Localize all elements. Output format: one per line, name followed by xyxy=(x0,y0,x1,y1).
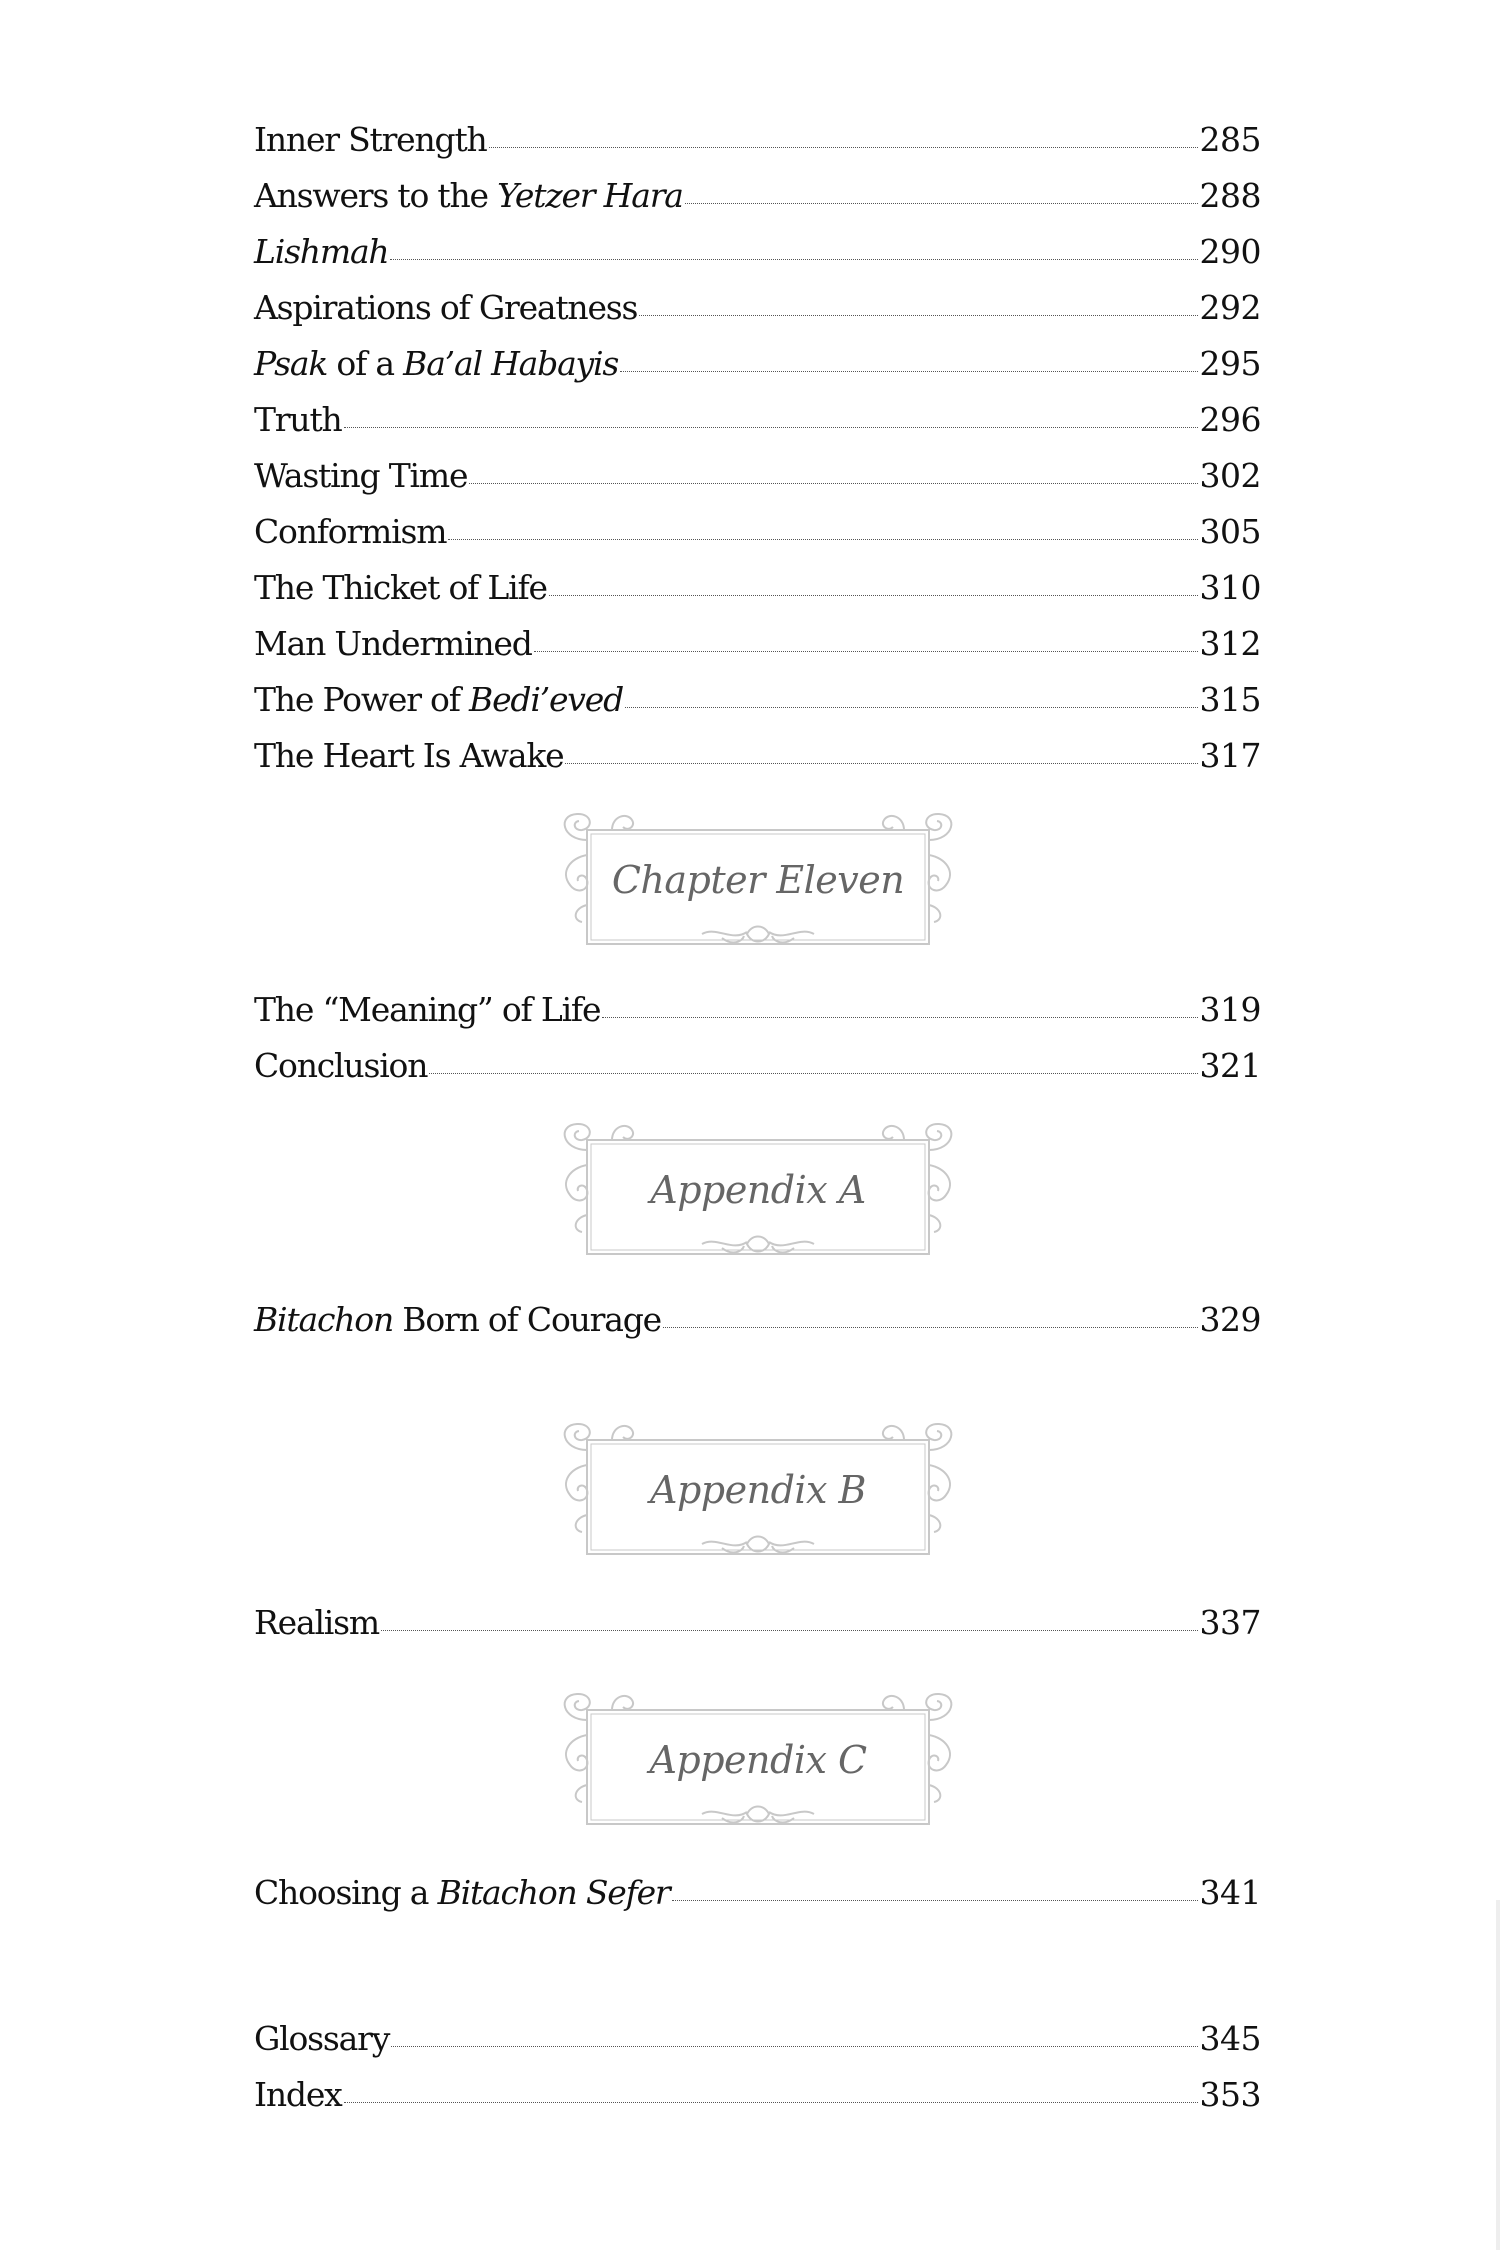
toc-entry-title: Realism xyxy=(254,1603,379,1642)
toc-page-number: 345 xyxy=(1199,2019,1261,2058)
toc-dot-leader xyxy=(344,2102,1198,2103)
toc-dot-leader xyxy=(489,147,1198,148)
section-heading-banner xyxy=(552,1420,964,1570)
toc-page-number: 310 xyxy=(1199,568,1261,607)
toc-entry[interactable] xyxy=(254,734,1261,778)
toc-entry-title: Truth xyxy=(254,400,342,439)
section-heading-banner xyxy=(552,1690,964,1840)
toc-page-number: 290 xyxy=(1199,232,1261,271)
section-heading-label: Chapter Eleven xyxy=(611,858,905,902)
toc-entry[interactable] xyxy=(254,988,1261,1032)
toc-page-number: 329 xyxy=(1199,1300,1261,1339)
toc-dot-leader xyxy=(620,371,1197,372)
toc-dot-leader xyxy=(448,539,1197,540)
toc-dot-leader xyxy=(625,707,1197,708)
toc-page-number: 353 xyxy=(1199,2075,1261,2114)
toc-entry-title: Answers to the Yetzer Hara xyxy=(254,176,683,215)
section-heading-label: Appendix B xyxy=(650,1468,866,1512)
toc-dot-leader xyxy=(469,483,1197,484)
toc-entry-title: The “Meaning” of Life xyxy=(254,990,601,1029)
toc-page-number: 341 xyxy=(1199,1873,1261,1912)
toc-entry-title: The Power of Bedi’eved xyxy=(254,680,624,719)
toc-entry-title: Wasting Time xyxy=(254,456,468,495)
toc-dot-leader xyxy=(565,763,1197,764)
toc-entry-title: Inner Strength xyxy=(254,120,487,159)
page-edge-shadow xyxy=(1496,1900,1500,2250)
toc-dot-leader xyxy=(391,2046,1197,2047)
toc-page-number: 302 xyxy=(1199,456,1261,495)
toc-entry-title: The Thicket of Life xyxy=(254,568,547,607)
toc-page-number: 295 xyxy=(1199,344,1261,383)
toc-dot-leader xyxy=(602,1017,1197,1018)
section-heading-label: Appendix A xyxy=(650,1168,866,1212)
toc-entry[interactable] xyxy=(254,510,1261,554)
toc-page-number: 292 xyxy=(1199,288,1261,327)
toc-entry-title: Conformism xyxy=(254,512,447,551)
toc-entry-title: Conclusion xyxy=(254,1046,428,1085)
toc-entry-title: Choosing a Bitachon Sefer xyxy=(254,1873,670,1912)
toc-page-number: 337 xyxy=(1199,1603,1261,1642)
toc-entry[interactable] xyxy=(254,1601,1261,1645)
toc-dot-leader xyxy=(381,1630,1198,1631)
toc-entry[interactable] xyxy=(254,566,1261,610)
section-heading-banner xyxy=(552,810,964,960)
toc-entry[interactable] xyxy=(254,1871,1261,1915)
toc-entry[interactable] xyxy=(254,454,1261,498)
toc-entry[interactable] xyxy=(254,2017,1261,2061)
toc-entry-title: Psak of a Ba’al Habayis xyxy=(254,344,619,383)
toc-page-number: 305 xyxy=(1199,512,1261,551)
toc-dot-leader xyxy=(534,651,1198,652)
toc-dot-leader xyxy=(390,259,1197,260)
toc-page-number: 285 xyxy=(1199,120,1261,159)
toc-dot-leader xyxy=(672,1900,1198,1901)
toc-entry[interactable] xyxy=(254,2073,1261,2117)
section-heading-banner xyxy=(552,1120,964,1270)
toc-entry-title: Bitachon Born of Courage xyxy=(254,1300,661,1339)
toc-entry[interactable] xyxy=(254,1298,1261,1342)
toc-entry[interactable] xyxy=(254,622,1261,666)
toc-entry-title: Lishmah xyxy=(254,232,389,271)
toc-entry[interactable] xyxy=(254,398,1261,442)
toc-page-number: 319 xyxy=(1199,990,1261,1029)
toc-page-number: 317 xyxy=(1199,736,1261,775)
toc-dot-leader xyxy=(549,595,1198,596)
toc-dot-leader xyxy=(639,315,1197,316)
toc-entry-title: Index xyxy=(254,2075,342,2114)
toc-entry-title: Man Undermined xyxy=(254,624,532,663)
toc-dot-leader xyxy=(429,1073,1197,1074)
toc-dot-leader xyxy=(663,1327,1198,1328)
toc-dot-leader xyxy=(685,203,1198,204)
toc-page-number: 296 xyxy=(1199,400,1261,439)
toc-entry[interactable] xyxy=(254,678,1261,722)
toc-entry-title: Glossary xyxy=(254,2019,390,2058)
toc-entry[interactable] xyxy=(254,174,1261,218)
toc-entry-title: The Heart Is Awake xyxy=(254,736,564,775)
toc-entry[interactable] xyxy=(254,230,1261,274)
toc-entry[interactable] xyxy=(254,118,1261,162)
toc-entry-title: Aspirations of Greatness xyxy=(254,288,638,327)
toc-entry[interactable] xyxy=(254,1044,1261,1088)
toc-entry[interactable] xyxy=(254,286,1261,330)
toc-page-number: 312 xyxy=(1199,624,1261,663)
toc-dot-leader xyxy=(344,427,1198,428)
toc-page-number: 315 xyxy=(1199,680,1261,719)
toc-page-number: 321 xyxy=(1199,1046,1261,1085)
toc-entry[interactable] xyxy=(254,342,1261,386)
section-heading-label: Appendix C xyxy=(649,1738,867,1782)
toc-page-number: 288 xyxy=(1199,176,1261,215)
